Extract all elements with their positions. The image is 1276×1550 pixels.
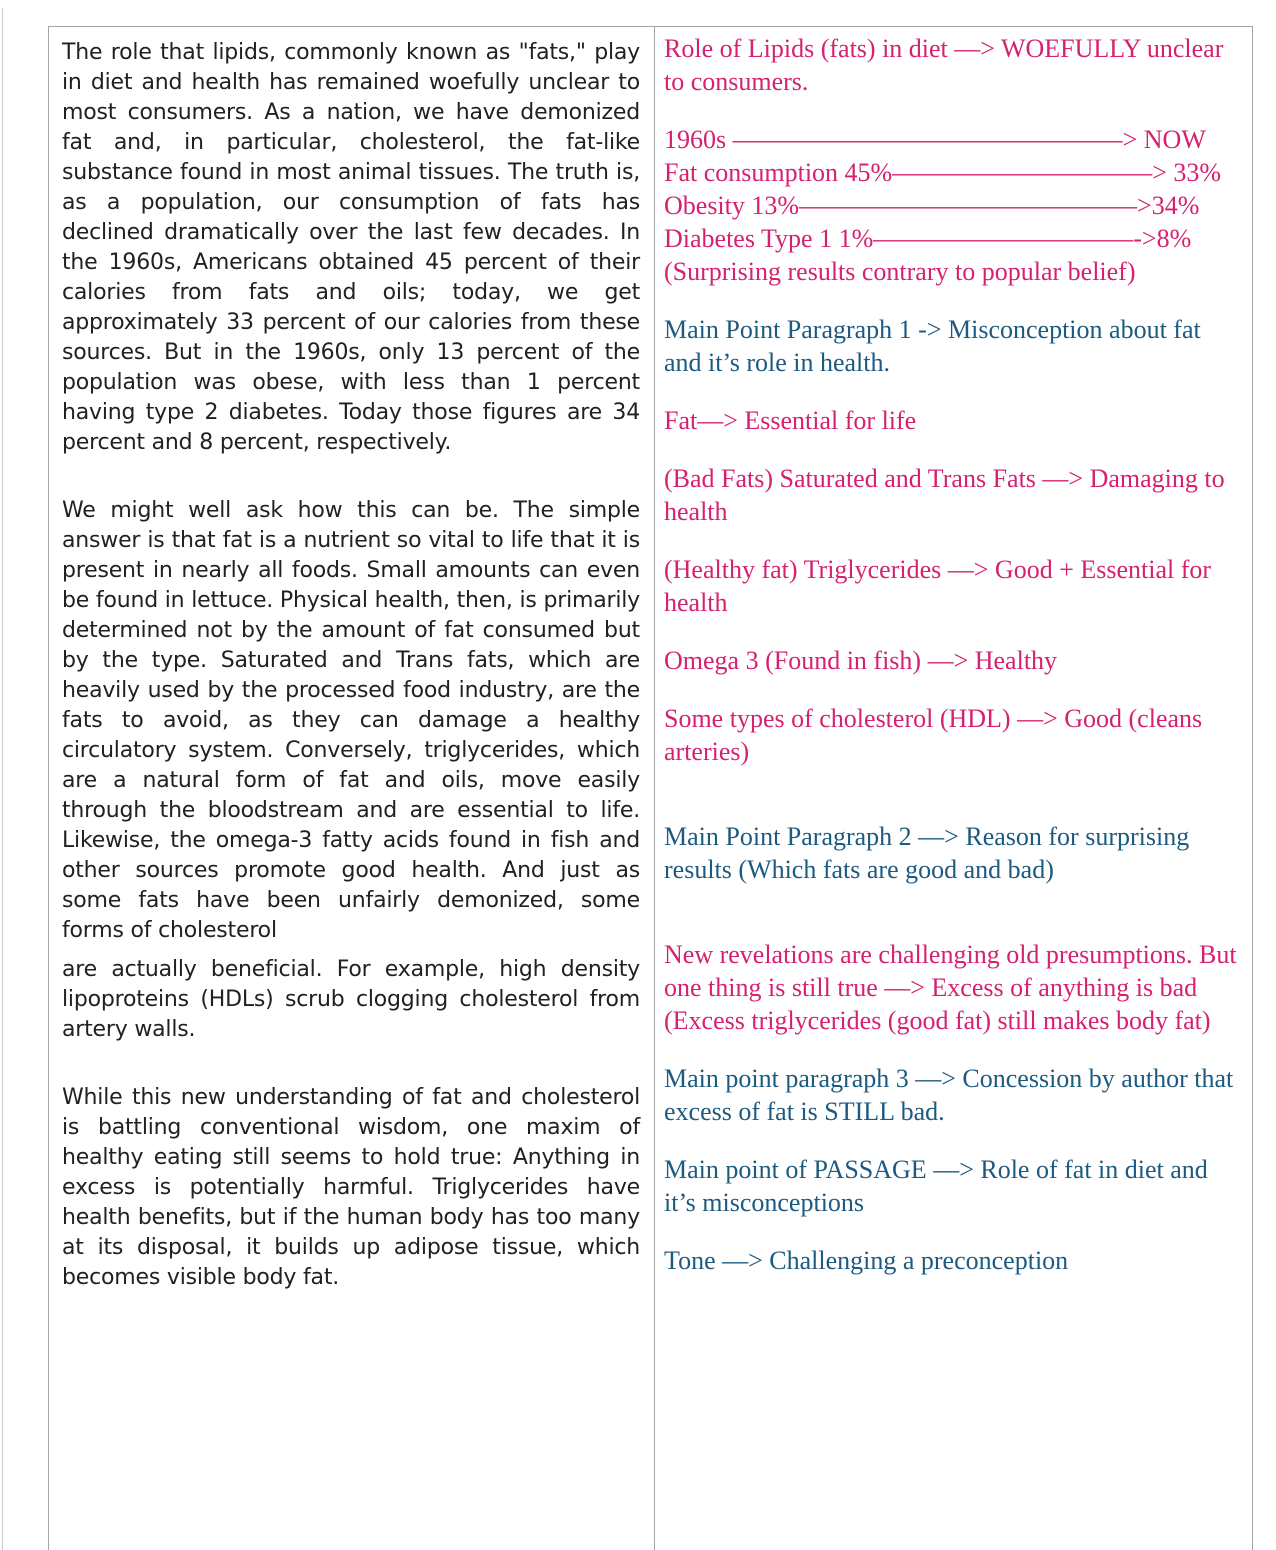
annotations-column [655, 27, 1252, 1550]
passage-paragraph: We might well ask how this can be. The simple answer is that fat is a nutrient so vital to life that it is present in nearly all foods. Small amounts can even be found in lettuce. Physical health, then, is primarily determined not by the amount of fat consumed but by the type. Saturated and Trans fats, which are heavily used by the processed food industry, are the fats to avoid, as they can damage a healthy circulatory system. Conversely, triglycerides, which are a natural form of fat and oils, move easily through the bloodstream and are essential to life. Likewise, the omega-3 fatty acids found in fish and other sources promote good health. And just as some fats have been unfairly demonized, some forms of cholesterol [62, 498, 640, 943]
passage-column [49, 27, 655, 1550]
annotation-note: Main point of PASSAGE —> Role of fat in diet and it’s misconceptions [664, 1155, 1208, 1217]
passage-paragraph: are actually beneficial. For example, high density lipoproteins (HDLs) scrub clogging cholesterol from artery walls. [62, 957, 640, 1042]
annotation-note: Main point paragraph 3 —> Concession by author that excess of fat is STILL bad. [664, 1064, 1234, 1126]
annotation-note: 1960s ———————————————> NOW [664, 125, 1206, 154]
annotation-note: Diabetes Type 1 1%——————————->8% [664, 224, 1192, 253]
passage-paragraph: The role that lipids, commonly known as "fats," play in diet and health has remained woefully unclear to most consumers. As a nation, we have demonized fat and, in particular, cholesterol, the fat-like substance found in most animal tissues. The truth is, as a population, our consumption of fats has declined dramatically over the last few decades. In the 1960s, Americans obtained 45 percent of their calories from fats and oils; today, we get approximately 33 percent of our calories from these sources. But in the 1960s, only 13 percent of the population was obese, with less than 1 percent having type 2 diabetes. Today those figures are 34 percent and 8 percent, respectively. [62, 40, 640, 455]
annotation-note: Fat consumption 45%——————————> 33% [664, 158, 1222, 187]
page-left-edge-line [2, 8, 3, 1550]
annotation-note: Main Point Paragraph 1 -> Misconception about fat and it’s role in health. [664, 315, 1201, 377]
annotation-note: (Bad Fats) Saturated and Trans Fats —> Damaging to health [664, 464, 1225, 526]
annotation-note: Some types of cholesterol (HDL) —> Good (cleans arteries) [664, 704, 1203, 766]
annotation-note: Obesity 13%—————————————>34% [664, 191, 1200, 220]
annotation-note: Fat—> Essential for life [664, 406, 917, 435]
annotation-note: Tone —> Challenging a preconception [664, 1246, 1069, 1275]
annotation-note: (Surprising results contrary to popular belief) [664, 257, 1136, 286]
annotation-note: Omega 3 (Found in fish) —> Healthy [664, 646, 1058, 675]
annotation-note: Main Point Paragraph 2 —> Reason for surprising results (Which fats are good and bad) [664, 822, 1190, 884]
annotation-note: New revelations are challenging old presumptions. But one thing is still true —> Excess of anything is bad (Excess triglycerides (good fat) still makes body fat) [664, 940, 1237, 1035]
annotation-note: (Healthy fat) Triglycerides —> Good + Essential for health [664, 555, 1212, 617]
annotation-table [48, 26, 1253, 1550]
passage-paragraph: While this new understanding of fat and cholesterol is battling conventional wisdom, one maxim of healthy eating still seems to hold true: Anything in excess is potentially harmful. Triglycerides have health benefits, but if the human body has too many at its disposal, it builds up adipose tissue, which becomes visible body fat. [62, 1085, 640, 1290]
annotation-note: Role of Lipids (fats) in diet —> WOEFULLY unclear to consumers. [664, 34, 1224, 96]
